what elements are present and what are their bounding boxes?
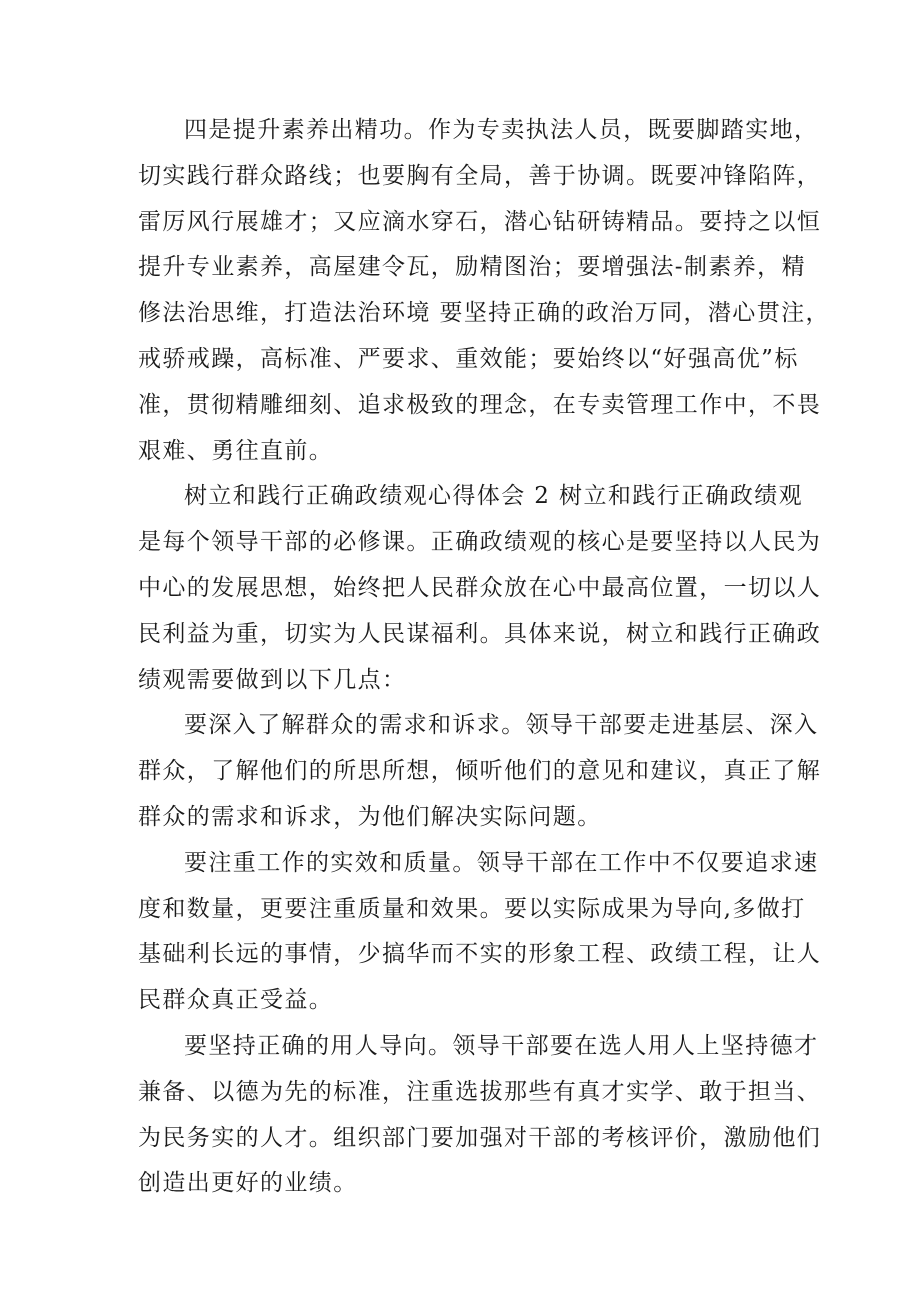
text-line: 提升专业素养，高屋建令瓦，励精图治；要增强法-制素养，精 <box>138 254 806 281</box>
text-line: 中心的发展思想，始终把人民群众放在心中最高位置，一切以人 <box>138 574 822 601</box>
paragraph-achievement-view-intro <box>138 474 822 703</box>
text-line: 要注重工作的实效和质量。领导干部在工作中不仅要追求速 <box>184 849 819 876</box>
text-line: 修法治思维，打造法治环境 要坚持正确的政治万同，潜心贯注， <box>138 300 830 327</box>
text-line: 民利益为重，切实为人民谋福利。具体来说，树立和践行正确政 <box>138 620 822 647</box>
text-line: 度和数量，更要注重质量和效果。要以实际成果为导向,多做打 <box>138 895 806 922</box>
text-line: 戒骄戒躁，高标准、严要求、重效能；要始终以“好强高优”标 <box>138 345 799 372</box>
text-line: 要深入了解群众的需求和诉求。领导干部要走进基层、深入 <box>184 712 819 739</box>
text-line: 要坚持正确的用人导向。领导干部要在选人用人上坚持德才 <box>184 1032 819 1059</box>
paragraph-quality-effectiveness <box>138 841 822 1024</box>
document-body <box>138 108 830 1207</box>
text-line: 树立和践行正确政绩观心得体会 2 树立和践行正确政绩观 <box>184 483 804 510</box>
paragraph-understand-needs <box>138 703 822 840</box>
text-line: 是每个领导干部的必修课。正确政绩观的核心是要坚持以人民为 <box>138 529 822 556</box>
text-line: 创造出更好的业绩。 <box>138 1170 358 1197</box>
text-line: 为民务实的人才。组织部门要加强对干部的考核评价，激励他们 <box>138 1124 822 1151</box>
paragraph-improve-literacy <box>138 108 830 474</box>
text-line: 兼备、以德为先的标准，注重选拔那些有真才实学、敢于担当、 <box>138 1078 822 1105</box>
paragraph-personnel-orientation <box>138 1024 822 1207</box>
text-line: 群众，了解他们的所思所想，倾听他们的意见和建议，真正了解 <box>138 758 822 785</box>
text-line: 雷厉风行展雄才；又应滴水穿石，潜心钻研铸精品。要持之以恒 <box>138 208 822 235</box>
text-line: 艰难、勇往直前。 <box>138 437 334 464</box>
text-line: 切实践行群众路线；也要胸有全局，善于协调。既要冲锋陷阵， <box>138 162 822 189</box>
text-line: 绩观需要做到以下几点： <box>138 666 407 693</box>
text-line: 准，贯彻精雕细刻、追求极致的理念，在专卖管理工作中，不畏 <box>138 391 822 418</box>
text-line: 基础利长远的事情，少搞华而不实的形象工程、政绩工程，让人 <box>138 941 822 968</box>
text-line: 民群众真正受益。 <box>138 987 334 1014</box>
text-line: 群众的需求和诉求，为他们解决实际问题。 <box>138 803 602 830</box>
text-line: 四是提升素养出精功。作为专卖执法人员，既要脚踏实地， <box>184 117 819 143</box>
